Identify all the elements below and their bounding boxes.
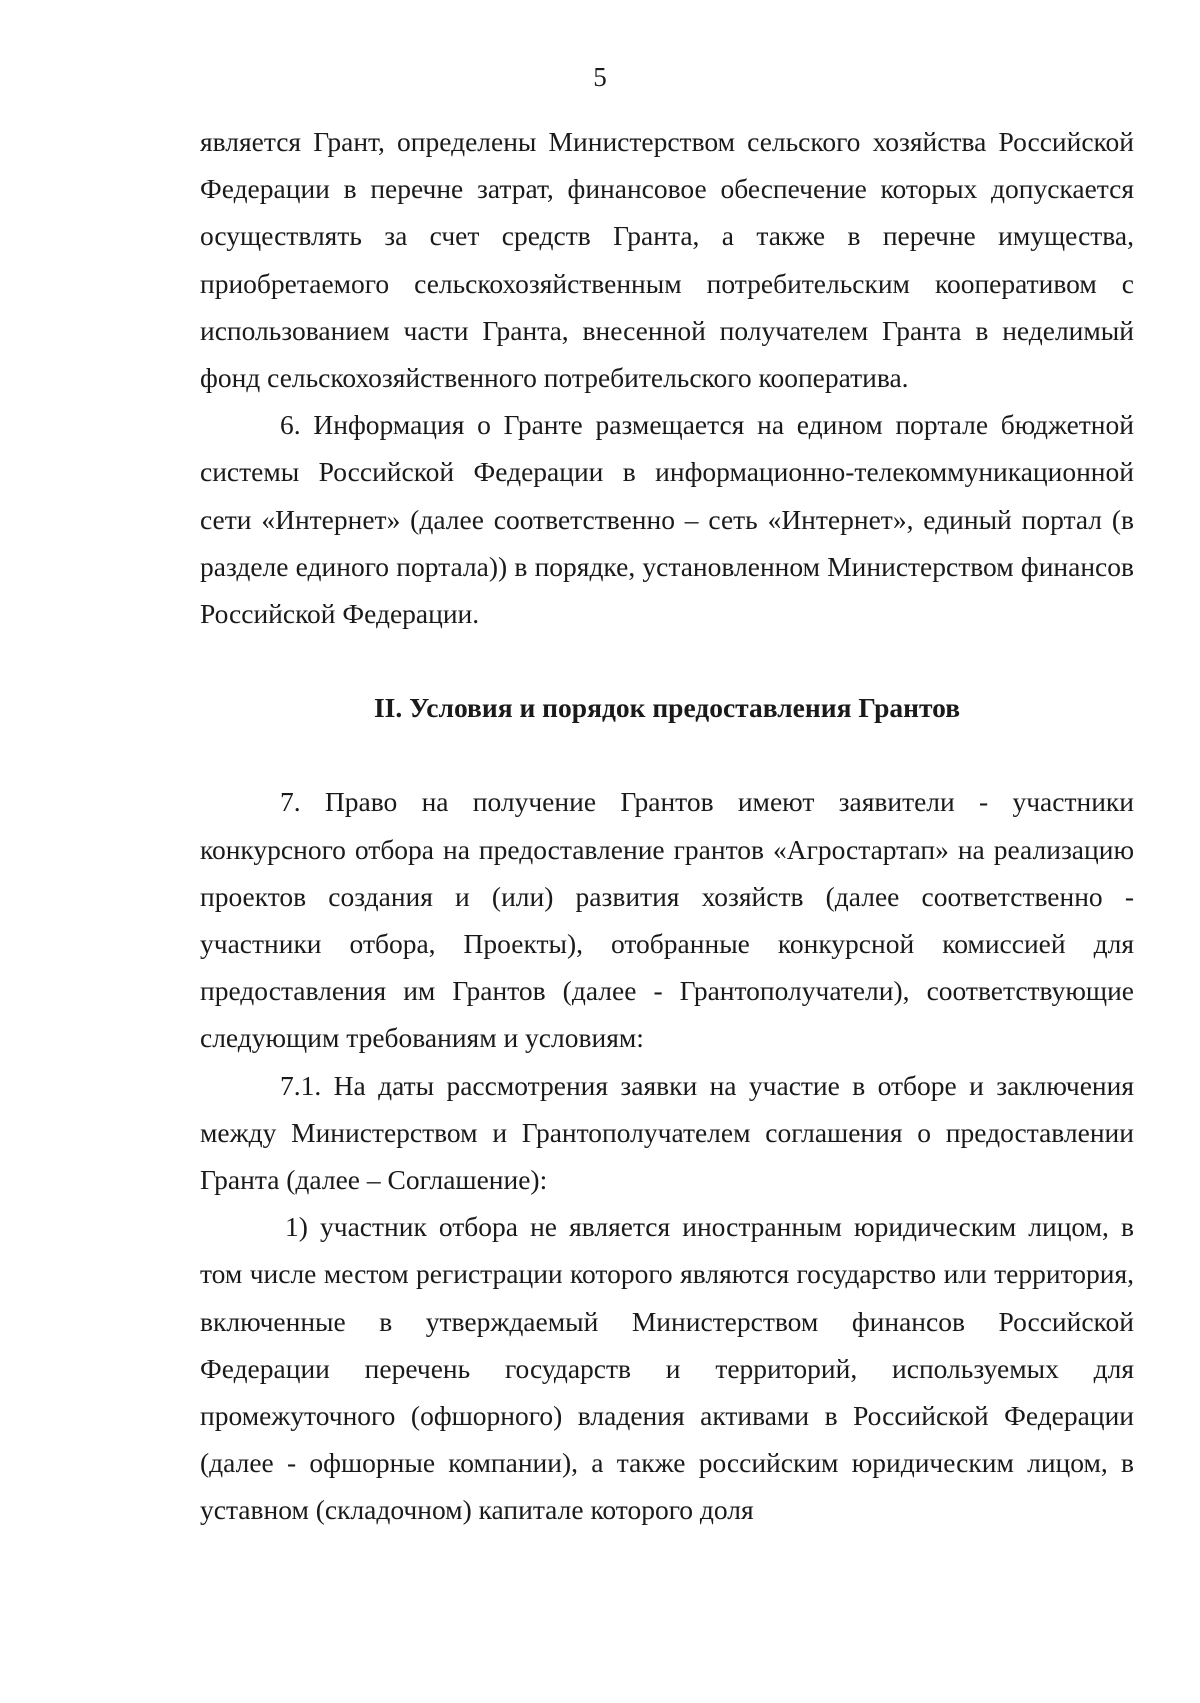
- page-number: 5: [593, 62, 607, 92]
- paragraph-continuation: является Грант, определены Министерством сельского хозяйства Российской Федерации в перечне затрат, финансовое обеспечение которых допускается осуществлять за счет средств Гранта, а также в перечне имущества, приобретаемого сельскохозяйственным потребительским кооперативом с использованием части Гранта, внесенной получателем Гранта в неделимый фонд сельскохозяйственного потребительского кооператива.: [200, 126, 1134, 394]
- paragraph-7-1: 7.1. На даты рассмотрения заявки на участие в отборе и заключения между Министерством и Грантополучателем соглашения о предоставлении Гранта (далее – Соглашение):: [200, 1069, 1134, 1196]
- paragraph-7-1-item-1: 1) участник отбора не является иностранным юридическим лицом, в том числе местом регистрации которого являются государство или территория, включенные в утверждаемый Министерством финансов Российской Федерации перечень государств и территорий, используемых для промежуточного (офшорного) владения активами в Российской Федерации (далее - офшорные компании), а также российским юридическим лицом, в уставном (складочном) капитале которого доля: [200, 1211, 1134, 1526]
- paragraph-6: 6. Информация о Гранте размещается на едином портале бюджетной системы Российской Федерации в информационно-телекоммуникационной сети «Интернет» (далее соответственно – сеть «Интернет», единый портал (в разделе единого портала)) в порядке, установленном Министерством финансов Российской Федерации.: [200, 409, 1134, 630]
- paragraph-7: 7. Право на получение Грантов имеют заявители - участники конкурсного отбора на предоставление грантов «Агростартап» на реализацию проектов создания и (или) развития хозяйств (далее соответственно - участники отбора, Проекты), отобранные конкурсной комиссией для предоставления им Грантов (далее - Грантополучатели), соответствующие следующим требованиям и условиям:: [200, 786, 1134, 1054]
- document-body: [200, 118, 1134, 1534]
- section-heading: II. Условия и порядок предоставления Грантов: [373, 692, 961, 724]
